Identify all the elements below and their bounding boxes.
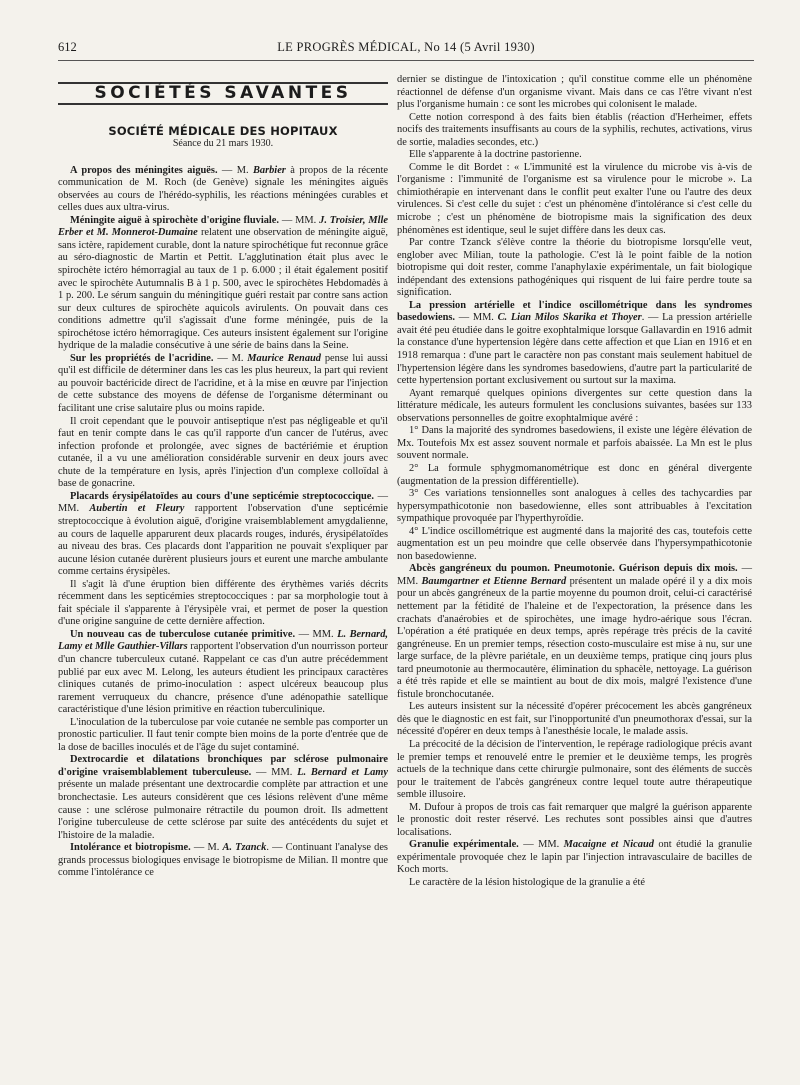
- entry-text: à propos de la récente communication de M. Roch (de Genève) signale les méningites aiguës observées au cours de l'hérédo-syphilis, les réactions méningées curables et celles dues aux ultra-virus.: [58, 164, 388, 214]
- entry-separator: — M.: [190, 842, 223, 854]
- page-number: 612: [58, 40, 77, 54]
- entry-paragraph: [58, 165, 388, 215]
- society-name: SOCIÉTÉ MÉDICALE DES HOPITAUX: [108, 123, 338, 138]
- entry-text: Le caractère de la lésion histologique de la granulie a été: [409, 877, 645, 888]
- entry-paragraph: [397, 300, 752, 388]
- entry-text: Cette notion correspond à des faits bien établis (réaction d'Herheimer, effets nocifs des traitements insuffisants au cours de la syphilis, rechutes, activations, virus de sortie, maladies secondes, etc.): [397, 111, 752, 148]
- entry-separator: — M.: [213, 352, 248, 364]
- body-paragraph: [397, 112, 752, 150]
- left-column: [58, 72, 388, 880]
- entry-authors: L. Bernard et Lamy: [297, 766, 388, 778]
- entry-authors: Macaigne et Nicaud: [563, 839, 654, 851]
- entry-title: Placards érysipélatoïdes au cours d'une septicémie streptococcique.: [70, 490, 374, 502]
- body-paragraph: [397, 701, 752, 739]
- entry-separator: — MM.: [455, 312, 498, 324]
- entry-text: Ayant remarqué quelques opinions divergentes sur cette question dans la littérature médicale, les auteurs formulent les conclusions suivantes, basées sur 133 observations personnelles de goitre exophtalmique avéré :: [397, 387, 752, 424]
- entry-paragraph: [58, 215, 388, 353]
- entry-title: Abcès gangréneux du poumon. Pneumotonie. Guérison depuis dix mois.: [409, 563, 738, 575]
- body-paragraph: [397, 149, 752, 162]
- entry-authors: Aubertin et Fleury: [89, 503, 185, 515]
- entry-text: Par contre Tzanck s'élève contre la théorie du biotropisme lorsqu'elle veut, englober avec Milian, toute la pathologie. C'est là le point faible de la notion biotropisme qui doit rester, comme l'anaphylaxie expérimentale, un fait biologique indépendant des extensions pathogéniques qui risquent de lui faire perdre toute sa signification.: [397, 237, 752, 299]
- entry-paragraph: [58, 754, 388, 842]
- entry-text: rapportent l'observation d'une septicémie streptococcique à évolution aiguë, d'origine vraisemblablement amygdalienne, au cours de laquelle apparurent deux placards rouges, indurés, érysipélatoïdes au niveau des bras. Ces placards dont l'apparition ne pouvait s'expliquer par aucune lésion cutanée durèrent plusieurs jours et eurent une marche ambulante comme certains érysipèles.: [58, 503, 388, 578]
- body-paragraph: [397, 802, 752, 840]
- entry-text: Les auteurs insistent sur la nécessité d'opérer précocement les abcès gangréneux dès que le diagnostic en est fait, sur l'inopportunité d'un pneumothorax d'essai, sur la nécessité d'opérer en deux temps à l'anesthésie locale, le malade assis.: [397, 701, 752, 738]
- body-paragraph: L'inoculation de la tuberculose par voie cutanée ne semble pas comporter un pronostic particulier. Il faut tenir compte bien moins de la porte d'entrée que de la dose de bacilles inoculés et de l'âge du sujet contaminé.: [58, 716, 388, 753]
- entry-authors: Barbier: [252, 164, 286, 176]
- entry-authors: Baumgartner et Etienne Bernard: [421, 575, 567, 587]
- entry-text: . — La pression artérielle avait été peu étudiée dans le goitre exophtalmique lorsque Gallavardin en 1916 admit la constance d'une hypertension légère dans cette affection et que Lian en 1916 et en 1918 remarqua : d'une part le caractère non pas constant mais seulement habituel de l'hypertension légère dans les syndromes basedowiens, d'autre part la particularité de cette hypertension portant exclusivement ou surtout sur la maxima.: [397, 312, 752, 387]
- entry-text: 1° Dans la majorité des syndromes basedowiens, il existe une légère élévation de Mx. Toutefois Mx est assez souvent normale et parfois abaissée. La Mn est le plus souvent normale.: [397, 425, 752, 462]
- entry-text: rapportent l'observation d'un nourrisson porteur d'un chancre tuberculeux cutané. Rappelant ce cas d'un autre précédemment publié par eux avec M. Lelong, les auteurs étudient les principaux caractères cliniques cutanés de primo-inoculation : aspect ulcéreux beaucoup plus rarement verruqueux du chancre, présence d'une adénopathie satellique caractéristique d'une lésion primitive en réaction tuberculinique.: [58, 641, 388, 716]
- entry-text: Elle s'apparente à la doctrine pastorienne.: [409, 149, 582, 161]
- entry-text: La précocité de la décision de l'intervention, le repérage radiologique précis avant le premier temps et renouvelé entre le premier et le deuxième temps, les progrès actuels de la technique dans cette chirurgie pulmonaire, sont des éléments de succès pour le traitement de l'abcès gangréneux contre lequel toute autre thérapeutique semble illusoire.: [397, 738, 752, 801]
- entry-text: 3° Ces variations tensionnelles sont analogues à celles des tachycardies par hypersympathicotonie non basedowienne, elles sont attribuables à l'excitation sympathique provoquée par l'hyperthyroïdie.: [397, 488, 752, 525]
- body-paragraph: [397, 162, 752, 237]
- entry-paragraph: [397, 563, 752, 701]
- entry-text: pense lui aussi qu'il est difficile de déterminer dans les cas les plus heureux, la part qui revient au pouvoir bactéricide direct de l'acridine, et à la mise en œuvre par l'injection de cette substance des moyens de défense de l'organisme déterminant ou facilitant une crise salutaire plus ou moins rapide.: [58, 352, 388, 415]
- entry-title: Méningite aiguë à spirochète d'origine fluviale.: [70, 214, 280, 226]
- body-paragraph: [397, 877, 752, 890]
- entry-title: A propos des méningites aiguës.: [70, 164, 218, 176]
- entry-authors: J. Troisier, Mlle Erber et M. Monnerot-Dumaine: [58, 214, 388, 239]
- right-column: [397, 74, 752, 890]
- entry-text: 2° La formule sphygmomanométrique est donc en général divergente (augmentation de la pression différentielle).: [397, 462, 752, 487]
- entry-title: Intolérance et biotropisme.: [70, 842, 191, 854]
- entry-text: présente un malade présentant une dextrocardie complète par attraction et une bronchectasie. Les auteurs considèrent que ces lésions relèvent d'une même cause : une sclérose pulmonaire rétractile du poumon droit. Ils admettent l'origine tuberculeuse de cette sclérose par suite des antécédents du sujet et l'histoire de la maladie.: [58, 779, 388, 841]
- entry-paragraph: [58, 629, 388, 717]
- entry-authors: A. Tzanck: [222, 842, 267, 854]
- body-paragraph: [397, 425, 752, 463]
- entry-title: Granulie expérimentale.: [409, 839, 519, 851]
- entry-text: ont étudié la granulie expérimentale provoquée chez le lapin par l'injection intravasculaire de bacilles de Koch morts.: [397, 839, 752, 876]
- entry-separator: — MM.: [58, 490, 388, 515]
- entry-text: dernier se distingue de l'intoxication ; qu'il constitue comme elle un phénomène réactionnel de défense d'un organisme vivant. Mais dans ce cas l'être vivant n'est plus l'organisme humain : ce sont les microbes qui colonisent le malade.: [397, 74, 752, 111]
- entry-separator: — MM.: [251, 766, 298, 778]
- body-paragraph: [397, 463, 752, 488]
- section-title: SOCIÉTÉS SAVANTES: [58, 82, 388, 105]
- entry-text: relatent une observation de méningite aiguë, sans ictère, rapidement curable, dont la nature spirochétique fut reconnue grâce au séro-diagnostic de Martin et Pettit. L'agglutination était plus avec le spirochète ictéro hémorragial au taux de 1 p. 6.000 ; il était également positif avec le spirochète Autumnalis B à 1 p. 500, avec le spirochètes Hebdomadès à 1 p. 200. Le sérum sanguin du méningitique guéri restait par contre sans action sur deux cultures de spirochète aquicols avirulents. On pouvait dans ces conditions admettre qu'il s'agissait d'une forme méningée, puis de la spirochétose ictéro hémorragique. Ces auteurs insistent également sur l'origine hydrique de la maladie consécutive à une série de bains dans la Seine.: [58, 227, 388, 352]
- entry-authors: C. Lian Milos Skarika et Thoyer: [497, 312, 642, 324]
- entry-text: 4° L'indice oscillométrique est augmenté dans la majorité des cas, toutefois cette augmentation est un peu moindre que celle observée dans l'hypersympathicotonie non basedowienne.: [397, 525, 752, 562]
- entry-title: La pression artérielle et l'indice oscillométrique dans les syndromes basedowiens.: [397, 299, 752, 324]
- body-paragraph: [397, 388, 752, 426]
- entry-authors: Maurice Renaud: [247, 352, 321, 364]
- entry-separator: — MM.: [279, 214, 320, 226]
- entry-paragraph: [58, 353, 388, 416]
- body-paragraph: [397, 739, 752, 802]
- entry-paragraph: [397, 839, 752, 877]
- body-paragraph: [397, 237, 752, 300]
- entry-text: . — Continuant l'analyse des grands processus biologiques envisage le biotropisme de Milian. Il montre que comme l'intolérance ce: [58, 842, 388, 879]
- entry-separator: — M.: [217, 164, 253, 176]
- body-paragraph: [397, 488, 752, 526]
- entry-separator: — MM.: [397, 563, 752, 587]
- entry-authors: L. Bernard, Lamy et Mlle Gauthier-Villars: [58, 628, 388, 653]
- body-paragraph: [397, 526, 752, 564]
- entry-title: Sur les propriétés de l'acridine.: [70, 352, 214, 364]
- body-paragraph: [397, 74, 752, 112]
- entry-text: Comme le dit Bordet : « L'immunité est la virulence du microbe vis à-vis de l'organisme : l'immunité de l'organisme est sa virulence pour le microbe ». La chimiothérapie en intervenant dans le conflit peut exalter l'une ou l'autre des deux virulences. Si c'est celle du sujet : c'est un phénomène d'intolérance si c'est celle du microbe ; c'est un phénomène de biotropisme mais la signification des deux phénomènes est identique, seul le sujet diffère dans les deux cas.: [397, 161, 752, 236]
- entry-paragraph: [58, 491, 388, 579]
- entry-title: Un nouveau cas de tuberculose cutanée primitive.: [70, 628, 296, 640]
- entry-title: Dextrocardie et dilatations bronchiques par sclérose pulmonaire d'origine vraisemblablement tuberculeuse.: [58, 754, 388, 778]
- body-paragraph: Il s'agit là d'une éruption bien différente des érythèmes variés décrits récemment dans les septicémies streptococciques : par sa morphologie tout à fait spéciale il s'apparente à l'érysipèle vrai, et permet de poser la question d'une origine sanguine de cette dernière affection.: [58, 578, 388, 628]
- entry-separator: — MM.: [518, 839, 564, 851]
- seance-date: Séance du 21 mars 1930.: [172, 138, 274, 150]
- running-head: [58, 40, 754, 61]
- entry-paragraph: [58, 842, 388, 880]
- entry-text: présentent un malade opéré il y a dix mois pour un abcès gangréneux de la partie moyenne du poumon droit, celui-ci caractérisé nettement par la fétidité de l'haleine et de l'expectoration, la présence dans les crachats d'anaérobies et de spirochètes, une image hydro-aérique sous l'écran. L'opération a été pratiquée en deux temps, après repérage très précis de la cavité gangréneuse. En un premier temps, résection costo-musculaire est mise à nu, sur une large surface, de la plèvre pariétale, en un deuxième temps, pratique cinq jours plus tard pneumotonie au thermocautère, élimination du sphacèle, nettoyage. La guérison a été très rapide et elle se maintient au bout de dix mois, malgré l'existence d'une fistule bronchocutanée.: [397, 575, 752, 700]
- entry-text: M. Dufour à propos de trois cas fait remarquer que malgré la guérison apparente le pronostic doit rester réservé. Les rechutes sont possibles ainsi que d'autres localisations.: [397, 801, 752, 838]
- body-paragraph: Il croit cependant que le pouvoir antiseptique n'est pas négligeable et qu'il faut en tenir compte dans le cas qu'il rapporte d'un cancer de l'utérus, avec infection profonde et prolongée, avec signes de bactériémie et éruption cutanée, il a vu une amélioration considérable survenir en deux jours avec chute de la température en lysis, après l'injection d'un complexe colloïdal à base de gonacrine.: [58, 415, 388, 490]
- entry-separator: — MM.: [295, 628, 338, 640]
- journal-title: LE PROGRÈS MÉDICAL, No 14 (5 Avril 1930): [277, 40, 535, 54]
